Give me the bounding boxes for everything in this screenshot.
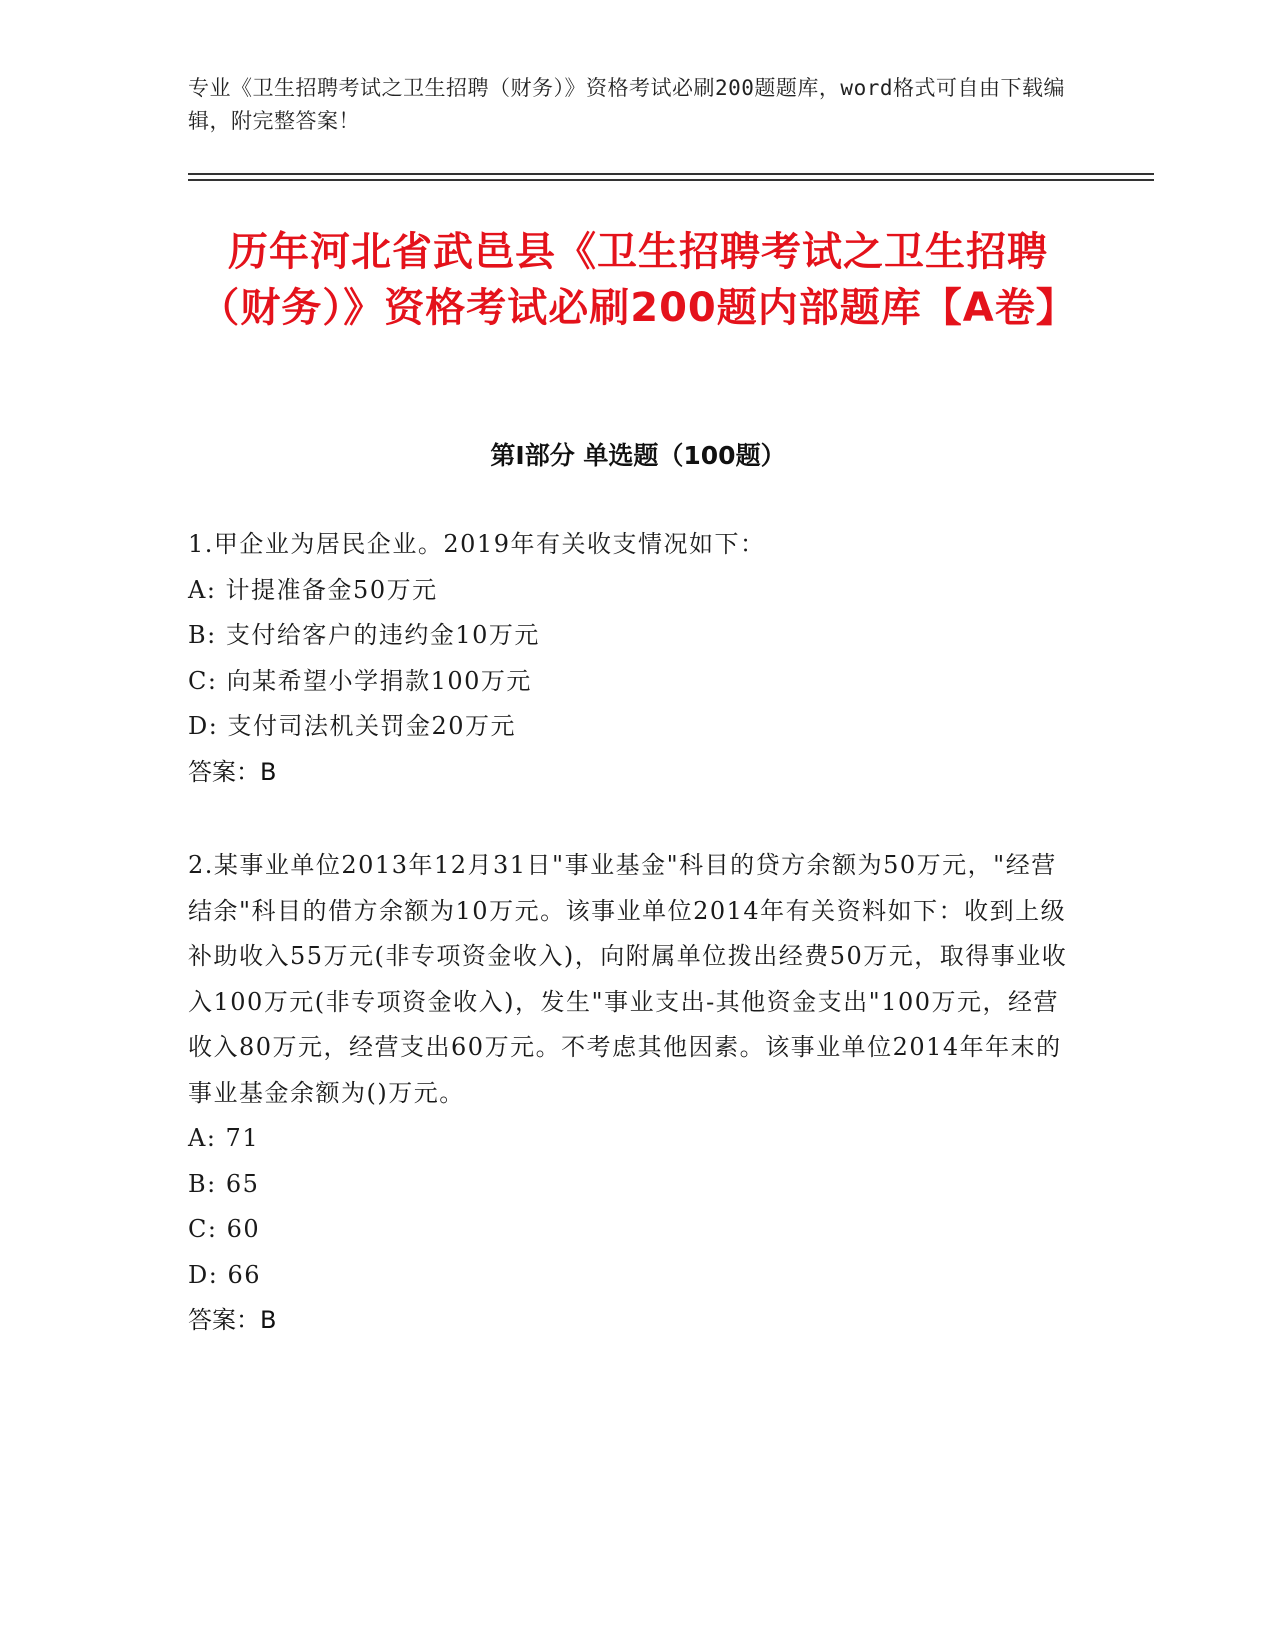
option-c: C: 向某希望小学捐款100万元 xyxy=(188,666,532,695)
answer-line: 答案：B xyxy=(188,757,277,786)
header-divider-top xyxy=(188,173,1154,175)
header-divider-bottom xyxy=(188,179,1154,181)
question-stem: 1.甲企业为居民企业。2019年有关收支情况如下： xyxy=(188,530,766,558)
answer-line: 答案：B xyxy=(188,1306,277,1334)
option-d: D: 66 xyxy=(188,1260,261,1289)
option-d: D: 支付司法机关罚金20万元 xyxy=(188,712,516,740)
question-list xyxy=(188,522,1068,1392)
option-b: B: 支付给客户的违约金10万元 xyxy=(188,621,540,649)
question-stem: 2.某事业单位2013年12月31日"事业基金"科目的贷方余额为50万元，"经营结余"科目的借方余额为10万元。该事业单位2014年有关资料如下：收到上级补助收入55万元(非专项资金收入)，向附属单位拨出经费50万元，取得事业收入100万元(非专项资金收入)，发生"事业支出-其他资金支出"100万元，经营收入80万元，经营支出60万元。不考虑其他因素。该事业单位2014年年末的事业基金余额为()万元。 xyxy=(188,851,1068,1107)
option-c: C: 60 xyxy=(188,1215,261,1243)
section-heading: 第I部分 单选题（100题） xyxy=(490,441,786,470)
document-title: 历年河北省武邑县《卫生招聘考试之卫生招聘（财务）》资格考试必刷200题内部题库【A卷】 xyxy=(199,229,1077,331)
option-b: B: 65 xyxy=(188,1169,260,1198)
header-note: 专业《卫生招聘考试之卫生招聘（财务）》资格考试必刷200题题库，word格式可自由下载编辑，附完整答案！ xyxy=(188,76,1065,133)
option-a: A: 计提准备金50万元 xyxy=(188,575,438,604)
option-a: A: 71 xyxy=(188,1124,260,1152)
question-1 xyxy=(188,522,1068,795)
question-2 xyxy=(188,843,1068,1344)
